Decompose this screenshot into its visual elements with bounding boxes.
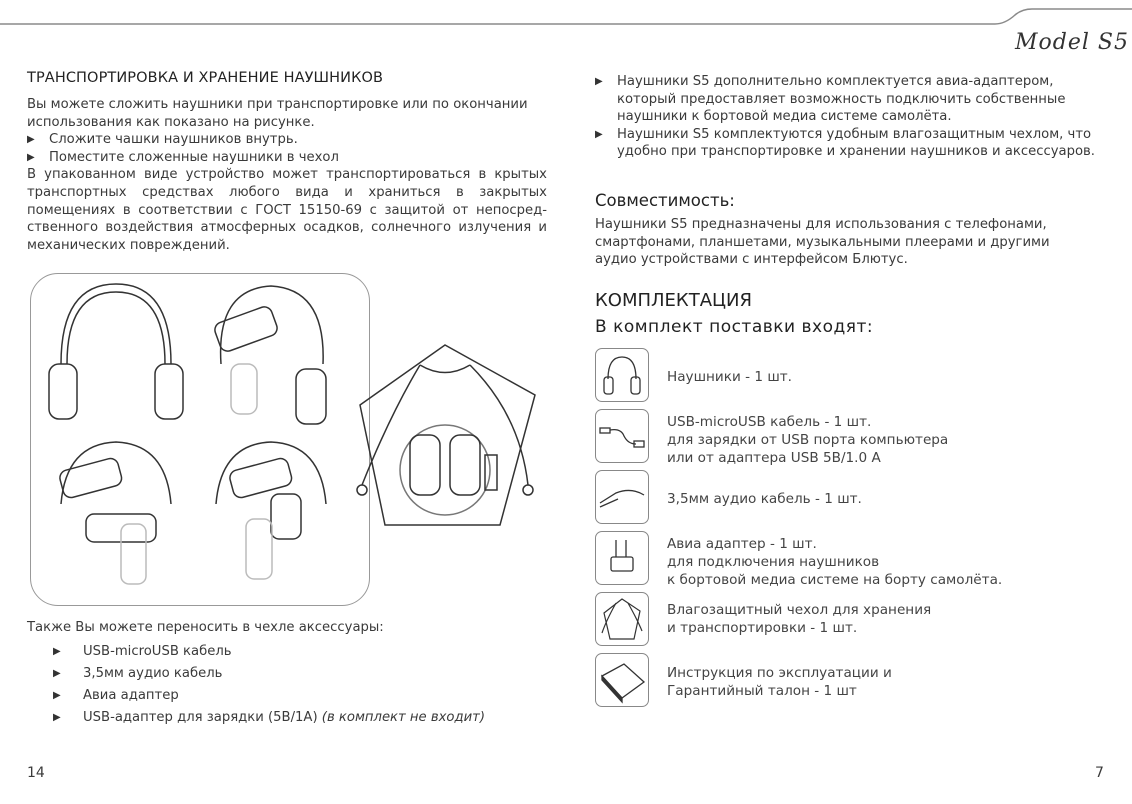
manual-icon [595, 653, 649, 707]
also-text: Также Вы можете переносить в чехле аксессуары: [27, 620, 384, 635]
kit-item-text: Наушники - 1 шт. [667, 369, 792, 385]
accessory-note: (в комплект не входит) [321, 709, 485, 725]
kit-item [595, 592, 1035, 646]
kit-item [595, 470, 1035, 524]
kit-item-text: Гарантийный талон - 1 шт [667, 683, 857, 699]
kit-item-text: 3,5мм аудио кабель - 1 шт. [667, 491, 862, 507]
kit-item [595, 653, 1035, 707]
model-logo: Model S5 [1015, 30, 1129, 55]
folded-headphones-icon [31, 274, 371, 607]
compat-title: Совместимость: [595, 191, 735, 210]
accessory-item: ▶ USB-microUSB кабель [53, 641, 547, 663]
step-item: ▶ Сложите чашки наушников внутрь. [27, 131, 547, 149]
storage-text: В упакованном виде устройство может транспортироваться в крытых транспортных средствах любого вида и храниться в закрытых помещениях в соответствии с ГОСТ 15150-69 с защитой от непосред-ственного воздействия атмосферных осадков, солнечного излучения и механических повреждений. [27, 167, 547, 253]
kit-item [595, 409, 1035, 466]
kit-item-text: для подключения наушников [667, 554, 880, 570]
pouch-icon [595, 592, 649, 646]
section-title-transport: ТРАНСПОРТИРОВКА И ХРАНЕНИЕ НАУШНИКОВ [27, 70, 384, 86]
kit-item [595, 531, 1035, 588]
kit-subtitle: В комплект поставки входят: [595, 317, 874, 337]
header-rule [0, 0, 1132, 30]
step-item: ▶ Поместите сложенные наушники в чехол [27, 149, 547, 167]
compat-text: Наушники S5 предназначены для использования с телефонами, смартфонами, планшетами, музыкальными плеерами и другими аудио устройствами с интерфейсом Блютус. [595, 217, 1050, 268]
kit-item-text: или от адаптера USB 5В/1.0 А [667, 450, 881, 466]
kit-item-text: для зарядки от USB порта компьютера [667, 432, 949, 448]
kit-title: КОМПЛЕКТАЦИЯ [595, 290, 752, 311]
page-number-right: 7 [1095, 765, 1104, 781]
headphones-icon [595, 348, 649, 402]
pouch-illustration [350, 335, 550, 535]
kit-item-text: Авиа адаптер - 1 шт. [667, 536, 817, 552]
accessory-item [53, 707, 547, 729]
usb-cable-icon [595, 409, 649, 463]
accessory-item: ▶ 3,5мм аудио кабель [53, 663, 547, 685]
kit-item-text: Влагозащитный чехол для хранения [667, 602, 932, 618]
plane-adapter-icon [595, 531, 649, 585]
kit-item-text: к бортовой медиа системе на борту самолёта. [667, 572, 1003, 588]
folding-illustration [30, 273, 370, 606]
kit-item [595, 348, 1035, 402]
kit-item-text: USB-microUSB кабель - 1 шт. [667, 414, 872, 430]
kit-item-text: Инструкция по эксплуатации и [667, 665, 892, 681]
page-number-left: 14 [27, 765, 45, 781]
accessory-label: USB-адаптер для зарядки (5В/1А) [83, 709, 318, 725]
feature-bullet: ▶ Наушники S5 дополнительно комплектуется авиа-адаптером, который предоставляет возможность подключить собственные наушники к бортовой медиа системе самолёта. [595, 73, 1095, 126]
kit-item-text: и транспортировки - 1 шт. [667, 620, 858, 636]
feature-bullet: ▶ Наушники S5 комплектуются удобным влагозащитным чехлом, что удобно при транспортировке и хранении наушников и аксессуаров. [595, 126, 1095, 161]
intro-text: Вы можете сложить наушники при транспортировке или по окончании использования как показано на рисунке. [27, 97, 528, 130]
accessory-item: ▶ Авиа адаптер [53, 685, 547, 707]
audio-cable-icon [595, 470, 649, 524]
